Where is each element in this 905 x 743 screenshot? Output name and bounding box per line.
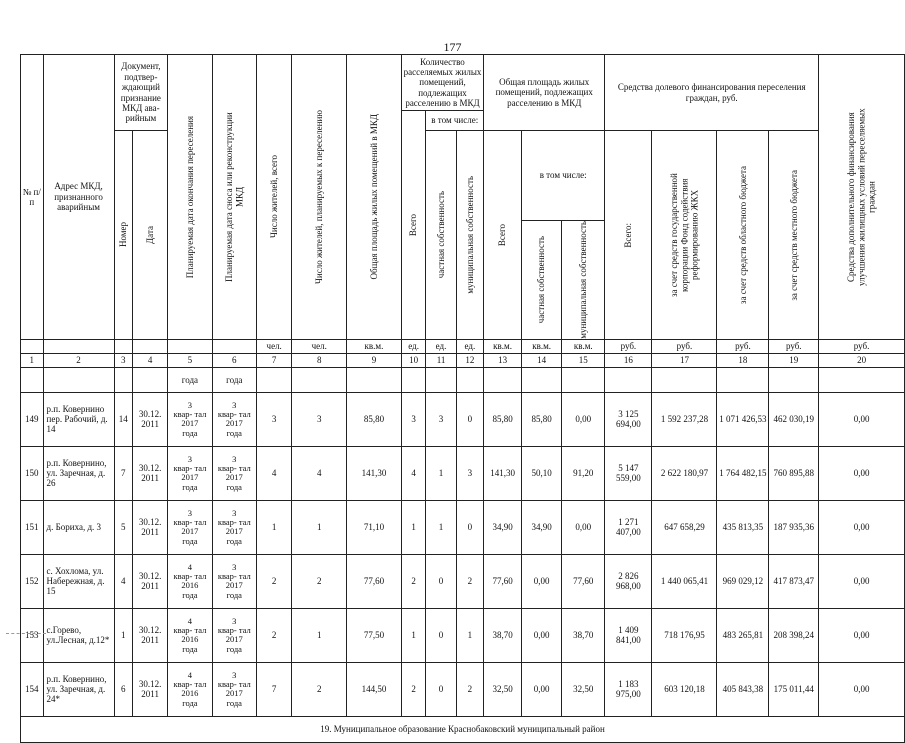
cell-address: с.Горево, ул.Лесная, д.12* [43, 608, 114, 662]
period-part: квар- тал [217, 678, 251, 689]
period-part: 2017 [181, 472, 199, 483]
cell-planned-end [168, 662, 212, 716]
cell-no: 150 [21, 446, 44, 500]
period-part: 2017 [181, 526, 199, 537]
cell-res-planned: 4 [292, 446, 347, 500]
cell-reg: 483 265,81 [717, 608, 769, 662]
column-number: 8 [292, 353, 347, 367]
cell-area-mun: 0,00 [562, 500, 605, 554]
header-total-area: Общая площадь жилых помещений в МКД [347, 55, 402, 340]
column-number: 20 [819, 353, 905, 367]
cell-fund: 2 622 180,97 [652, 446, 717, 500]
header-no: № п/п [21, 55, 44, 340]
period-part: 3 [232, 669, 237, 680]
cell-res-planned: 1 [292, 608, 347, 662]
period-part: 2017 [225, 688, 243, 699]
unit-cell: кв.м. [484, 339, 522, 353]
cell-date: 30.12. 2011 [133, 500, 168, 554]
column-number: 4 [133, 353, 168, 367]
cell-area-mun: 32,50 [562, 662, 605, 716]
period-part: 2017 [181, 418, 199, 429]
cell-fund: 1 440 065,41 [652, 554, 717, 608]
period-part: квар- тал [217, 516, 251, 527]
unit-cell: кв.м. [562, 339, 605, 353]
header-additional: Средства дополнительного финансирования улучшения жилищных условий переселяемых граждан [819, 55, 905, 340]
cell-date: 30.12. 2011 [133, 608, 168, 662]
cell-rooms-all: 1 [401, 500, 426, 554]
resettlement-table [20, 54, 905, 743]
cell-reg: 1 071 426,53 [717, 392, 769, 446]
unit-cell: руб. [819, 339, 905, 353]
cell-res-total: 2 [256, 554, 291, 608]
cell-reg: 1 764 482,15 [717, 446, 769, 500]
cell-doc-no: 7 [114, 446, 133, 500]
footer-row [21, 716, 905, 742]
header-rooms-private: частная собственность [426, 131, 456, 340]
cell-area-mun: 0,00 [562, 392, 605, 446]
cell-rooms-priv: 0 [426, 662, 456, 716]
period-part: 3 [232, 453, 237, 464]
cell-no: 154 [21, 662, 44, 716]
cell-res-total: 4 [256, 446, 291, 500]
column-number: 6 [212, 353, 256, 367]
cell-address: р.п. Ковернино, ул. Заречная, д. 26 [43, 446, 114, 500]
header-local-budget: за счет средств местного бюджета [769, 131, 819, 340]
cell-rooms-all: 1 [401, 608, 426, 662]
period-part: квар- тал [173, 408, 207, 419]
cell-area: 144,50 [347, 662, 402, 716]
period-part: 3 [187, 399, 193, 410]
cell-rooms-all: 2 [401, 554, 426, 608]
header-residents-planned: Число жителей, планируемых к переселению [292, 55, 347, 340]
cell-res-total: 3 [256, 392, 291, 446]
cell-area-all: 32,50 [484, 662, 522, 716]
period-part: 2016 [181, 688, 199, 699]
cell-rooms-all: 3 [401, 392, 426, 446]
period-part: 2017 [225, 526, 243, 537]
period-part: квар- тал [173, 678, 207, 689]
header-funds-group: Средства долевого финансирования переселения граждан, руб. [605, 55, 819, 131]
period-part: квар- тал [173, 462, 207, 473]
cell-area-all: 85,80 [484, 392, 522, 446]
cell-rooms-priv: 0 [426, 554, 456, 608]
cell-area: 71,10 [347, 500, 402, 554]
stub-period-demolition: года [212, 367, 256, 392]
cell-planned-end [168, 608, 212, 662]
cell-doc-no: 1 [114, 608, 133, 662]
cell-area-all: 141,30 [484, 446, 522, 500]
period-part: квар- тал [173, 516, 207, 527]
header-rooms-in-that: в том числе: [426, 111, 484, 131]
cell-rooms-priv: 1 [426, 446, 456, 500]
scan-edge-mark [6, 633, 46, 636]
cell-planned-demolition [212, 446, 256, 500]
footer-municipality: 19. Муниципальное образование Краснобаковский муниципальный район [21, 716, 905, 742]
cell-no: 149 [21, 392, 44, 446]
period-part: 2016 [181, 580, 199, 591]
cell-rooms-mun: 2 [456, 554, 483, 608]
cell-area-priv: 85,80 [522, 392, 562, 446]
period-part: квар- тал [217, 624, 251, 635]
period-part: 2017 [225, 472, 243, 483]
cell-planned-end [168, 554, 212, 608]
unit-cell: чел. [292, 339, 347, 353]
table-row [21, 392, 905, 446]
period-part: года [182, 697, 198, 708]
cell-rooms-priv: 3 [426, 392, 456, 446]
period-part: квар- тал [217, 408, 251, 419]
unit-cell: кв.м. [347, 339, 402, 353]
cell-planned-demolition [212, 554, 256, 608]
cell-planned-demolition [212, 392, 256, 446]
cell-funds-all: 1 409 841,00 [605, 608, 652, 662]
cell-area: 77,50 [347, 608, 402, 662]
cell-planned-end [168, 500, 212, 554]
unit-cell: ед. [401, 339, 426, 353]
cell-rooms-priv: 1 [426, 500, 456, 554]
header-funds-all: Всего: [605, 131, 652, 340]
table-row [21, 608, 905, 662]
header-area-group: Общая площадь жилых помещений, подлежащих расселению в МКД [484, 55, 605, 131]
column-number: 1 [21, 353, 44, 367]
header-planned-demolition: Планируемая дата сноса или реконструкции МКД [212, 55, 256, 340]
period-part: года [182, 535, 198, 546]
cell-res-planned: 2 [292, 662, 347, 716]
column-number: 14 [522, 353, 562, 367]
cell-area-priv: 0,00 [522, 554, 562, 608]
period-part: года [182, 427, 198, 438]
page-number: 177 [443, 40, 462, 54]
column-number: 16 [605, 353, 652, 367]
table-row [21, 500, 905, 554]
header-address: Адрес МКД, признанного аварийным [43, 55, 114, 340]
cell-area-priv: 0,00 [522, 608, 562, 662]
cell-reg: 405 843,38 [717, 662, 769, 716]
header-area-private: частная собственность [522, 221, 562, 340]
cell-rooms-mun: 0 [456, 392, 483, 446]
header-residents-total: Число жителей, всего [256, 55, 291, 340]
cell-no: 152 [21, 554, 44, 608]
cell-add: 0,00 [819, 446, 905, 500]
column-number: 17 [652, 353, 717, 367]
column-number: 5 [168, 353, 212, 367]
cell-planned-end [168, 392, 212, 446]
period-part: года [226, 481, 242, 492]
cell-planned-demolition [212, 662, 256, 716]
cell-address: р.п. Ковернино, ул. Заречная, д. 24* [43, 662, 114, 716]
cell-loc: 187 935,36 [769, 500, 819, 554]
cell-area-priv: 0,00 [522, 662, 562, 716]
period-part: квар- тал [173, 570, 207, 581]
stub-period-end: года [168, 367, 212, 392]
column-number: 2 [43, 353, 114, 367]
period-part: года [182, 643, 198, 654]
cell-fund: 647 658,29 [652, 500, 717, 554]
cell-address: д. Бориха, д. 3 [43, 500, 114, 554]
cell-funds-all: 2 826 968,00 [605, 554, 652, 608]
cell-loc: 175 011,44 [769, 662, 819, 716]
cell-funds-all: 3 125 694,00 [605, 392, 652, 446]
cell-area: 85,80 [347, 392, 402, 446]
cell-res-total: 7 [256, 662, 291, 716]
cell-area: 77,60 [347, 554, 402, 608]
cell-res-total: 2 [256, 608, 291, 662]
period-part: 3 [232, 399, 237, 410]
column-number: 11 [426, 353, 456, 367]
unit-cell: руб. [769, 339, 819, 353]
cell-rooms-mun: 3 [456, 446, 483, 500]
period-part: года [226, 535, 242, 546]
cell-area-mun: 91,20 [562, 446, 605, 500]
cell-res-planned: 2 [292, 554, 347, 608]
cell-area-mun: 38,70 [562, 608, 605, 662]
unit-cell: руб. [605, 339, 652, 353]
cell-area-all: 77,60 [484, 554, 522, 608]
cell-doc-no: 14 [114, 392, 133, 446]
cell-add: 0,00 [819, 554, 905, 608]
period-part: 4 [187, 615, 193, 626]
period-part: года [182, 481, 198, 492]
header-planned-end: Планируемая дата окончания переселения [168, 55, 212, 340]
period-part: года [226, 697, 242, 708]
cell-funds-all: 1 271 407,00 [605, 500, 652, 554]
column-number: 15 [562, 353, 605, 367]
units-row [21, 339, 905, 353]
cell-add: 0,00 [819, 662, 905, 716]
period-part: 3 [232, 507, 237, 518]
cell-add: 0,00 [819, 608, 905, 662]
unit-cell: кв.м. [522, 339, 562, 353]
cell-doc-no: 5 [114, 500, 133, 554]
cell-funds-all: 1 183 975,00 [605, 662, 652, 716]
cell-fund: 603 120,18 [652, 662, 717, 716]
cell-add: 0,00 [819, 392, 905, 446]
stub-row [21, 367, 905, 392]
period-part: 3 [187, 507, 193, 518]
header-doc-date: Дата [133, 131, 168, 340]
cell-loc: 760 895,88 [769, 446, 819, 500]
cell-no: 151 [21, 500, 44, 554]
cell-add: 0,00 [819, 500, 905, 554]
header-rooms-group: Количество расселяемых жилых помещений, подлежащих расселению в МКД [401, 55, 483, 111]
column-numbers-row [21, 353, 905, 367]
cell-fund: 718 176,95 [652, 608, 717, 662]
cell-rooms-all: 2 [401, 662, 426, 716]
cell-fund: 1 592 237,28 [652, 392, 717, 446]
cell-area-mun: 77,60 [562, 554, 605, 608]
cell-rooms-all: 4 [401, 446, 426, 500]
cell-loc: 462 030,19 [769, 392, 819, 446]
unit-cell: ед. [426, 339, 456, 353]
cell-area-all: 34,90 [484, 500, 522, 554]
period-part: года [226, 643, 242, 654]
header-area-in-that: в том числе: [522, 131, 605, 221]
cell-funds-all: 5 147 559,00 [605, 446, 652, 500]
cell-planned-demolition [212, 500, 256, 554]
period-part: 2017 [225, 634, 243, 645]
cell-res-total: 1 [256, 500, 291, 554]
cell-date: 30.12. 2011 [133, 392, 168, 446]
period-part: 2017 [225, 580, 243, 591]
period-part: 4 [187, 561, 193, 572]
cell-res-planned: 3 [292, 392, 347, 446]
column-number: 18 [717, 353, 769, 367]
column-number: 7 [256, 353, 291, 367]
cell-date: 30.12. 2011 [133, 554, 168, 608]
cell-rooms-mun: 1 [456, 608, 483, 662]
cell-area-priv: 34,90 [522, 500, 562, 554]
column-number: 12 [456, 353, 483, 367]
cell-address: с. Хохлома, ул. Набережная, д. 15 [43, 554, 114, 608]
cell-doc-no: 4 [114, 554, 133, 608]
cell-area: 141,30 [347, 446, 402, 500]
period-part: 4 [187, 669, 193, 680]
column-number: 3 [114, 353, 133, 367]
cell-reg: 435 813,35 [717, 500, 769, 554]
cell-no: 153 [21, 608, 44, 662]
unit-cell: руб. [652, 339, 717, 353]
header-area-all: Всего [484, 131, 522, 340]
cell-rooms-mun: 0 [456, 500, 483, 554]
cell-res-planned: 1 [292, 500, 347, 554]
cell-loc: 208 398,24 [769, 608, 819, 662]
header-doc-number: Номер [114, 131, 133, 340]
header-document: Документ, подтвер-ждающий признание МКД ава-рийным [114, 55, 168, 131]
period-part: 2017 [225, 418, 243, 429]
table-row [21, 554, 905, 608]
unit-cell: ед. [456, 339, 483, 353]
header-rooms-municipal: муниципальная собственность [456, 131, 483, 340]
cell-planned-end [168, 446, 212, 500]
header-regional-budget: за счет средств областного бюджета [717, 131, 769, 340]
period-part: квар- тал [217, 570, 251, 581]
period-part: квар- тал [217, 462, 251, 473]
column-number: 13 [484, 353, 522, 367]
period-part: 3 [232, 615, 237, 626]
header-fund-reform: за счет средств государственной корпорации Фонд содействия реформированию ЖКХ [652, 131, 717, 340]
period-part: квар- тал [173, 624, 207, 635]
cell-area-all: 38,70 [484, 608, 522, 662]
cell-address: р.п. Ковернино пер. Рабочий, д. 14 [43, 392, 114, 446]
cell-loc: 417 873,47 [769, 554, 819, 608]
unit-cell: руб. [717, 339, 769, 353]
unit-cell: чел. [256, 339, 291, 353]
cell-doc-no: 6 [114, 662, 133, 716]
cell-planned-demolition [212, 608, 256, 662]
period-part: года [226, 427, 242, 438]
cell-date: 30.12. 2011 [133, 662, 168, 716]
cell-date: 30.12. 2011 [133, 446, 168, 500]
table-row [21, 662, 905, 716]
period-part: 3 [232, 561, 237, 572]
period-part: года [182, 589, 198, 600]
table-row [21, 446, 905, 500]
cell-area-priv: 50,10 [522, 446, 562, 500]
period-part: года [226, 589, 242, 600]
period-part: 3 [187, 453, 193, 464]
header-rooms-all: Всего [401, 111, 426, 340]
column-number: 19 [769, 353, 819, 367]
period-part: 2016 [181, 634, 199, 645]
column-number: 9 [347, 353, 402, 367]
cell-rooms-mun: 2 [456, 662, 483, 716]
cell-rooms-priv: 0 [426, 608, 456, 662]
cell-reg: 969 029,12 [717, 554, 769, 608]
column-number: 10 [401, 353, 426, 367]
header-area-municipal: муниципальная собственность [562, 221, 605, 340]
